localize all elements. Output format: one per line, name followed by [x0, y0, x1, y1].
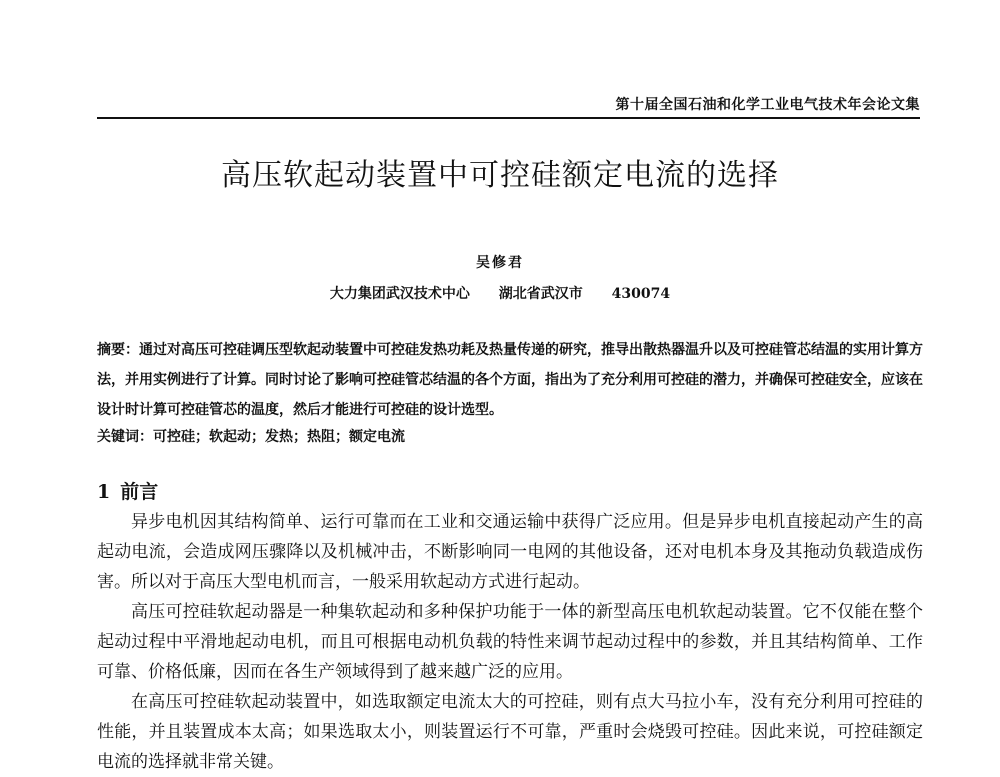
section-number: 1 [97, 481, 111, 503]
section-title: 前言 [120, 481, 159, 503]
affiliation-postcode: 430074 [611, 286, 671, 302]
keywords [97, 422, 923, 452]
affiliation-line [0, 283, 1000, 303]
paper-title: 高压软起动装置中可控硅额定电流的选择 [221, 158, 779, 193]
abstract [97, 335, 923, 425]
running-header: 第十届全国石油和化学工业电气技术年会论文集 [615, 97, 920, 113]
section-heading [97, 477, 168, 504]
header-rule [97, 117, 920, 119]
affiliation-org: 大力集团武汉技术中心 [329, 286, 470, 302]
affiliation-location: 湖北省武汉市 [498, 286, 583, 302]
body-paragraph: 高压可控硅软起动器是一种集软起动和多种保护功能于一体的新型高压电机软起动装置。它不仅能在整个起动过程中平滑地起动电机，而且可根据电动机负载的特性来调节起动过程中的参数，并且其结构简单、工作可靠、价格低廉，因而在各生产领域得到了越来越广泛的应用。 [97, 602, 923, 682]
body-paragraph: 异步电机因其结构简单、运行可靠而在工业和交通运输中获得广泛应用。但是异步电机直接起动产生的高起动电流，会造成网压骤降以及机械冲击，不断影响同一电网的其他设备，还对电机本身及其拖动负载造成伤害。所以对于高压大型电机而言，一般采用软起动方式进行起动。 [97, 512, 923, 592]
abstract-text: 通过对高压可控硅调压型软起动装置中可控硅发热功耗及热量传递的研究，推导出散热器温升以及可控硅管芯结温的实用计算方法，并用实例进行了计算。同时讨论了影响可控硅管芯结温的各个方面，指出为了充分利用可控硅的潜力，并确保可控硅安全，应该在设计时计算可控硅管芯的温度，然后才能进行可控硅的设计选型。 [97, 342, 923, 418]
keywords-text: 可控硅；软起动；发热；热阻；额定电流 [153, 429, 405, 445]
abstract-label: 摘要： [97, 342, 139, 358]
author-name: 吴修君 [476, 255, 524, 271]
keywords-label: 关键词： [97, 429, 153, 445]
body-paragraph: 在高压可控硅软起动装置中，如选取额定电流太大的可控硅，则有点大马拉小车，没有充分利用可控硅的性能，并且装置成本太高；如果选取太小，则装置运行不可靠，严重时会烧毁可控硅。因此来说，可控硅额定电流的选择就非常关键。 [97, 692, 923, 772]
